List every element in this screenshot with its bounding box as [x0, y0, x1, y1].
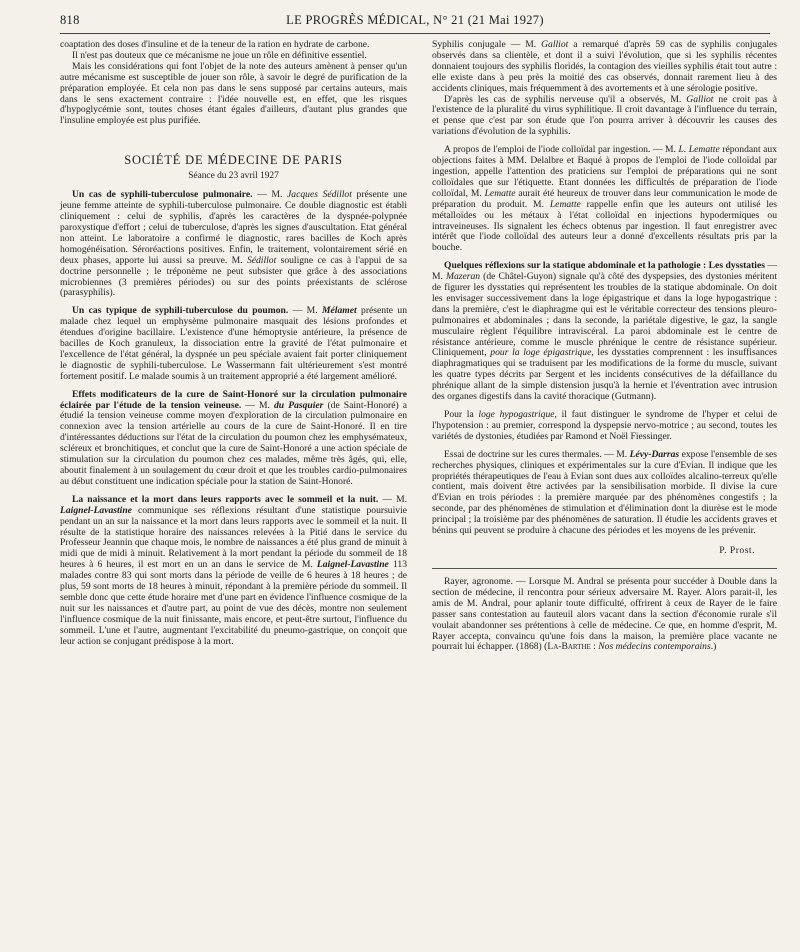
separator-rule: [432, 568, 777, 569]
report-heading: Essai de doctrine sur les cures thermales.: [444, 448, 602, 460]
report-heading: Un cas typique de syphili-tuberculose du poumon.: [72, 305, 289, 317]
source-author: La-Barthe: [547, 641, 591, 653]
paragraph-continuation: coaptation des doses d'insuline et de la teneur de la ration en hydrate de carbone.: [60, 39, 370, 50]
author-name: Galliot: [541, 39, 569, 50]
signature: P. Prost.: [719, 544, 755, 556]
report-naissance-mort: La naissance et la mort dans leurs rapports avec le sommeil et la nuit. — M. Laignel-Lavastine communique ses réflexions résultant d'une statistique poursuivie pendant un an sur la naissance et la mort dans leurs rapports avec le sommeil et la nuit. Il résulte de la statistique horaire des naissances relevées à la Pitié dans le service du Professeur Jeannin que chaque mois, le nombre de naissances a été plus grand de minuit à midi que de midi à minuit. Relativement à la mort pendant la période du sommeil de 18 heures à 6 heures, il est mort en un an dans le service de M. Laignel-Lavastine 113 malades contre 83 qui sont morts dans la période de veille de 6 heures à 18 heures ; de plus, 59 sont morts de 18 heures à minuit, répondant à la première période du sommeil. Il semble donc que cette étude horaire met d'une part en évidence l'influence cosmique de la nuit sur les naissances et d'autre part, au point de vue des décès, montre non seulement l'influence cosmique de la nuit finissante, mais encore, et peut-être surtout, l'influence du sommeil. L'une et l'autre, augmentant l'excitabilité du pneumo-gastrique, on conçoit que leur action se conjugant prédispose à la mort.: [60, 493, 407, 647]
report-cas-typique: Un cas typique de syphili-tuberculose du poumon. — M. Mélamet présente un malade chez lequel un emphysème pulmonaire masquait des lésions profondes et étendues d'origine bacillaire. L'existence d'une hémoptysie antérieure, la présence de bacilles de Koch granuleux, la dissociation entre la gravité de l'état pulmonaire et l'excellence de l'état général, la dyspnée un peu spéciale avaient fait porter cliniquement le diagnostic de syphili-tuberculose. Le Wassermann fait ultérieurement s'est montré fortement positif. Le malade soumis à un traitement approprié a été largement amélioré.: [60, 305, 407, 382]
author-name: Lematte: [549, 198, 581, 210]
header-rule: [60, 33, 770, 34]
paragraph: D'après les cas de syphilis nerveuse qu'il a observés, M. Galliot ne croit pas à l'existence de la pluralité du virus syphilitique. Il croit davantage à l'influence du terrain, et pense que c'est par son étude que l'on pourra arriver à découvrir les causes des variations d'évolution de la syphilis.: [432, 93, 777, 138]
report-syphili-tuberculose: Un cas de syphili-tuberculose pulmonaire. — M. Jacques Sédillot présente une jeune femme atteinte de syphili-tuberculose pulmonaire. Ce double diagnostic est établi cliniquement : celui de syphilis, d'après les caractères de la dyspnée-polypnée paroxystique d'effort ; celui de tuberculose, d'après les signes d'auscultation. Etat général non atteint. Le laboratoire a confirmé le diagnostic, rares bacilles de Koch après homogénéisation. Séroréactions positives. Enfin, le traitement, volontairement sérié en deux phases, apporte lui aussi sa preuve. M. Sédillot souligne ce cas à l'appui de sa doctrine personnelle ; le tréponème ne peut subsister que grâce à des associations microbiennes (3 premières périodes) ou sur des points préexistants de sclérose (parasyphilis).: [60, 189, 407, 299]
author-name: Jacques Sédillot: [287, 189, 352, 201]
page-number: 818: [60, 13, 80, 27]
author-name: du Pasquier: [274, 399, 324, 411]
report-syphilis-conjugale: Syphilis conjugale — M. Galliot a remarqué d'après 59 cas de syphilis conjugales observés dans sa clientèle, et dont il a suivi l'évolution, que si les syphilis récentes donnaient toujours des syphilis floridés, la contagion des vieilles syphilis était tout autre : elle existe dans à peu près la moitié des cas observés, donnait rarement lieu à des accidents cliniques, mais fréquemment à des avortements et à une sérologie positive.: [432, 39, 778, 94]
report-heading: A propos de l'emploi de l'iode colloïdal par ingestion.: [444, 144, 651, 156]
author-name: Mazeran: [446, 271, 481, 283]
report-heading: Effets modificateurs de la cure de Saint-Honoré sur la circulation pulmonaire éclairée par l'étude de la tension veineuse.: [60, 388, 407, 411]
report-cures-thermales: Essai de doctrine sur les cures thermales. — M. Lévy-Darras expose l'ensemble de ses recherches physiques, cliniques et expérimentales sur la cure d'Evian. Il indique que les propriétés thérapeutiques de l'eau à Evian sont dues aux colloïdes alcalino-terreux qu'elle contient, mais doivent être activées par la sensibilisation morbide. Il divise la cure d'Evian en trois périodes : la première marquée par des phénomènes congestifs ; la seconde, par des phénomènes de stimulation et d'élimination dont la diurèse est le mode principal ; la troisième par des phénomènes de saturation. Il étudie les accidents graves et bénins qui peuvent se produire à chacune des périodes et les moyens de les prévenir.: [432, 448, 778, 537]
session-date: Séance du 23 avril 1927: [188, 171, 279, 182]
source-title: Nos médecins contemporains: [598, 641, 711, 653]
report-iode-colloidal: A propos de l'emploi de l'iode colloïdal par ingestion. — M. L. Lematte répondant aux objections faites à MM. Delalbre et Baqué à propos de l'emploi de l'iode colloïdal par ingestion, appelle l'attention des praticiens sur l'emploi de préparations qui ne sont colloïdales que sur l'étiquette. Etant données les difficultés de préparation de l'iode colloïdal, M. Lematte aurait été heureux de trouver dans leur communication le mode de préparation du produit. M. Lematte rappelle enfin que les auteurs ont utilisé les métalloïdes ou les métaux à l'état colloïdal en injections hypodermiques ou intraveineuses. Ils signalent les échecs obtenus par ingestion. Il faut enregistrer avec intérêt que l'iode colloïdal des auteurs leur a donné d'excellents résultats pris par la bouche.: [432, 144, 778, 254]
author-name: Mélamet: [322, 305, 357, 317]
author-name: Laignel-Lavastine: [316, 559, 389, 571]
report-heading: Un cas de syphili-tuberculose pulmonaire.: [72, 189, 253, 201]
section-title: SOCIÉTÉ DE MÉDECINE DE PARIS: [124, 153, 343, 168]
journal-title: LE PROGRÈS MÉDICAL, N° 21 (21 Mai 1927): [286, 13, 544, 27]
author-name: Galliot: [686, 93, 714, 105]
author-name: Lévy-Darras: [629, 448, 680, 460]
right-column: [432, 40, 777, 653]
running-header: [60, 13, 770, 29]
paragraph: Pour la loge hypogastrique, il faut distinguer le syndrome de l'hyper et celui de l'hypotension : au premier, correspond la dyspepsie nervo-motrice ; au second, toutes les variétés de dystonies, étudiées par Ramond et Noël Fiessinger.: [432, 409, 777, 442]
author-name: Sédillot: [246, 254, 277, 266]
report-statique-abdominale: Quelques réflexions sur la statique abdominale et la pathologie : Les dysstaties — M. Mazeran (de Châtel-Guyon) signale qu'à côté des dyspepsies, des dystonies méritent de figurer les dysstaties qui représentent les troubles de la statique abdominale. On doit les envisager successivement dans la loge épigastrique et dans la loge hypogastrique : dans la première, c'est le diaphragme qui est le véritable correcteur des tensions pleuro-pulmonaires et abdominales ; dans la seconde, la pariétale digestive, le gaz, la sangle musculaire règlent l'équilibre intraviscéral. La paroi abdominale est le centre de résistance antérieure, comme le muscle phrénique le centre de résistance supérieur. Cliniquement, pour la loge épigastrique, les dysstaties comprennent : les insuffisances diaphragmatiques qui se traduisent par les modifications de la forme du muscle, suivant les quatre types décrits par Sergent et les incidents consécutives de la défaillance du phrénique allant de la simple distension jusqu'à la hernie et l'éventration avec intrusion des organes digestifs dans la cavité thoracique (Gutmann).: [432, 260, 778, 403]
author-name: Laignel-Lavastine: [60, 504, 132, 516]
anecdote-rayer: Rayer, agronome. — Lorsque M. Andral se présenta pour succéder à Double dans la section de médecine, il rencontra pour sérieux adversaire M. Rayer. Alors parait-il, les amis de M. Andral, pour aplanir toute difficulté, offrirent à ceux de Rayer de le faire passer sans contestation au fauteuil alors vacant dans la section d'économie rurale s'il voulait abandonner ses prétentions à celle de médecine. Ce que, en homme d'esprit, M. Rayer accepta, convaincu qu'une fois dans la maison, la première place vacante ne pourrait lui échapper. (1868) (La-Barthe : Nos médecins contemporains.): [432, 575, 777, 653]
left-column: [60, 40, 407, 648]
paragraph: Il n'est pas douteux que ce mécanisme ne joue un rôle en définitive essentiel.: [72, 49, 367, 61]
report-heading: La naissance et la mort dans leurs rapports avec le sommeil et la nuit.: [72, 493, 379, 505]
report-heading: Quelques réflexions sur la statique abdominale et la pathologie : Les dysstaties: [444, 260, 765, 272]
report-heading: Syphilis conjugale: [432, 39, 506, 50]
author-name: L. Lematte: [678, 144, 720, 156]
paragraph: Mais les considérations qui font l'objet de la note des auteurs amènent à penser qu'un autre mécanisme est susceptible de jouer son rôle, à savoir le degré de purification de la préparation employée. Et cela non pas dans le sens supposé par certains auteurs, mais dans le sens exactement contraire : l'idée nouvelle est, en effet, que les risques d'hypoglycémie sont, toutes choses étant égales d'ailleurs, d'autant plus grandes que l'insuline employée est plus purifiée.: [60, 60, 407, 127]
author-name: Lematte: [484, 187, 516, 199]
report-saint-honore: Effets modificateurs de la cure de Saint-Honoré sur la circulation pulmonaire éclairée par l'étude de la tension veineuse. — M. du Pasquier (de Saint-Honoré) a étudié la tension veineuse comme moyen d'exploration de la circulation pulmonaire en connexion avec la tension artérielle au cours de la cure de Saint-Honoré. Il en tire d'intéressantes déductions sur l'état de la circulation du poumon chez les emphysémateux, scléreux et bronchitiques, et conclut que la cure de Saint-Honoré a une action spéciale de stimulation sur la circulation du poumon chez ces malades, même très âgés, qui, elle, aboutit finalement à un soulagement du cœur droit et que les troubles cardio-pulmonaires au début constituent une indication spéciale pour la station de Saint-Honoré.: [60, 388, 408, 487]
